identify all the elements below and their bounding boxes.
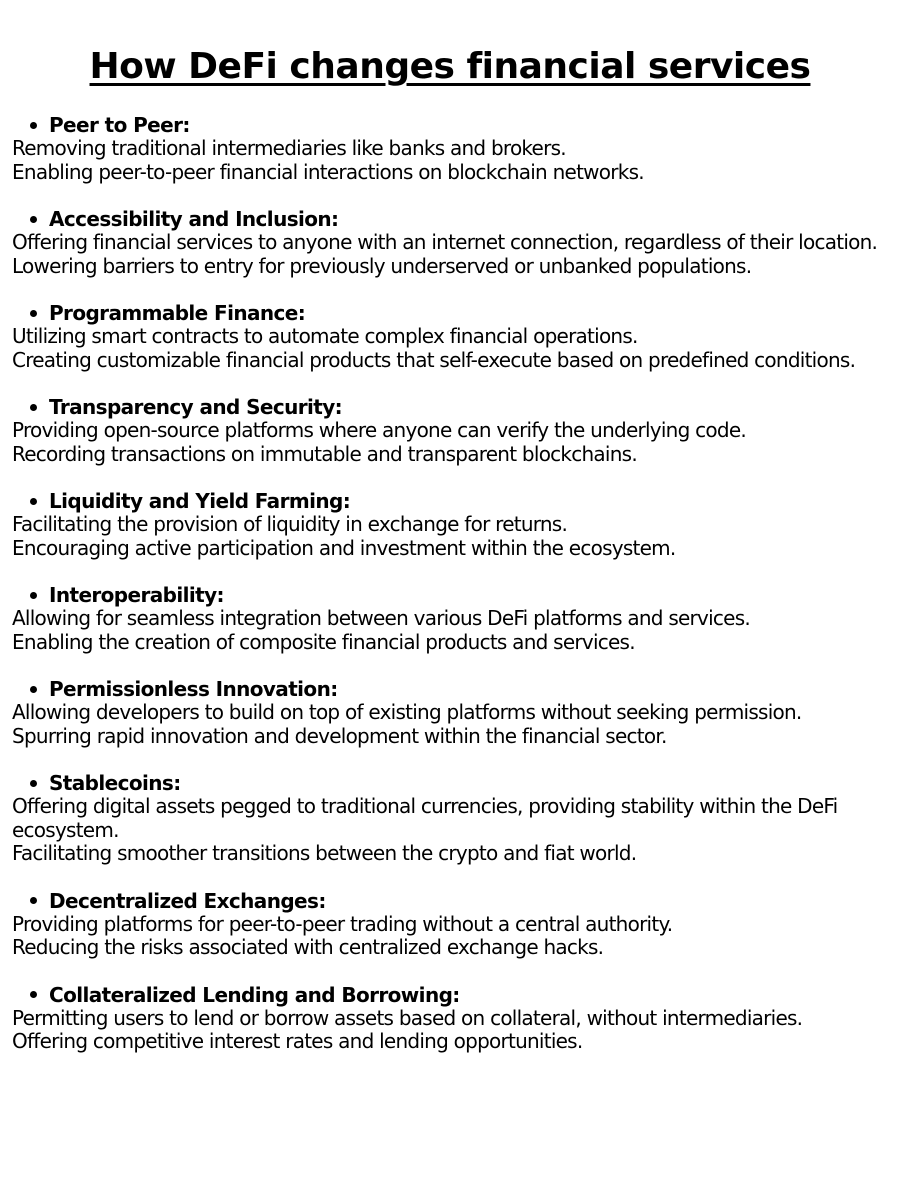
section-heading-text: Programmable Finance: [49,301,306,325]
section-permissionless [12,677,892,748]
section-line: Providing platforms for peer-to-peer trading without a central authority. [12,911,673,936]
section-line: Utilizing smart contracts to automate complex financial operations. [12,324,638,348]
section-heading-text: Permissionless Innovation: [49,677,338,701]
section-heading [12,983,892,1007]
section-line: Reducing the risks associated with centralized exchange hacks. [12,935,604,959]
section-line: Enabling the creation of composite financial products and services. [12,629,635,654]
section-line: Offering competitive interest rates and lending opportunities. [12,1029,583,1053]
section-transparency [12,395,892,466]
section-line: Enabling peer-to-peer financial interactions on blockchain networks. [12,159,644,184]
bullet-icon [30,991,37,998]
section-heading-text: Transparency and Security: [49,395,343,419]
section-heading [12,489,892,513]
section-heading [12,677,892,701]
section-line: Offering financial services to anyone with an internet connection, regardless of their location. [12,230,878,254]
section-heading [12,395,892,419]
section-line: Providing open-source platforms where anyone can verify the underlying code. [12,418,746,442]
section-heading [12,583,892,607]
bullet-icon [30,310,37,317]
section-line: Allowing developers to build on top of existing platforms without seeking permission. [12,700,802,724]
section-line: Creating customizable financial products that self-execute based on predefined conditions. [12,347,856,372]
section-line: Facilitating smoother transitions between the crypto and fiat world. [12,841,637,865]
section-liquidity [12,489,892,560]
section-line: Permitting users to lend or borrow assets based on collateral, without intermediaries. [12,1005,803,1030]
section-heading [12,207,892,231]
section-line: Spurring rapid innovation and development within the financial sector. [12,723,667,748]
section-heading-text: Accessibility and Inclusion: [49,207,339,231]
section-heading-text: Liquidity and Yield Farming: [49,489,351,513]
section-heading [12,889,892,913]
section-heading [12,771,892,795]
section-list [12,113,892,1077]
section-lending [12,983,892,1054]
section-heading [12,113,892,137]
bullet-icon [30,686,37,693]
section-line: Offering digital assets pegged to traditional currencies, providing stability within the DeFi ecosystem. [12,794,838,842]
section-peer-to-peer [12,113,892,184]
section-heading-text: Peer to Peer: [49,113,190,137]
bullet-icon [30,216,37,223]
bullet-icon [30,122,37,129]
section-line: Lowering barriers to entry for previously underserved or unbanked populations. [12,253,752,278]
section-line: Facilitating the provision of liquidity in exchange for returns. [12,512,568,536]
section-heading-text: Interoperability: [49,583,224,607]
page-title: How DeFi changes financial services [89,46,811,88]
section-accessibility [12,207,892,278]
section-line: Allowing for seamless integration between various DeFi platforms and services. [12,606,751,630]
section-line: Encouraging active participation and investment within the ecosystem. [12,535,676,560]
section-interoperability [12,583,892,654]
bullet-icon [30,404,37,411]
section-line: Recording transactions on immutable and transparent blockchains. [12,441,637,466]
section-programmable-finance [12,301,892,372]
section-line: Removing traditional intermediaries like banks and brokers. [12,136,566,160]
section-heading-text: Collateralized Lending and Borrowing: [49,982,460,1007]
bullet-icon [30,498,37,505]
section-heading [12,301,892,325]
section-dex [12,889,892,960]
section-heading-text: Decentralized Exchanges: [49,888,326,913]
section-heading-text: Stablecoins: [49,771,181,795]
bullet-icon [30,897,37,904]
bullet-icon [30,592,37,599]
section-stablecoins [12,771,892,866]
bullet-icon [30,780,37,787]
